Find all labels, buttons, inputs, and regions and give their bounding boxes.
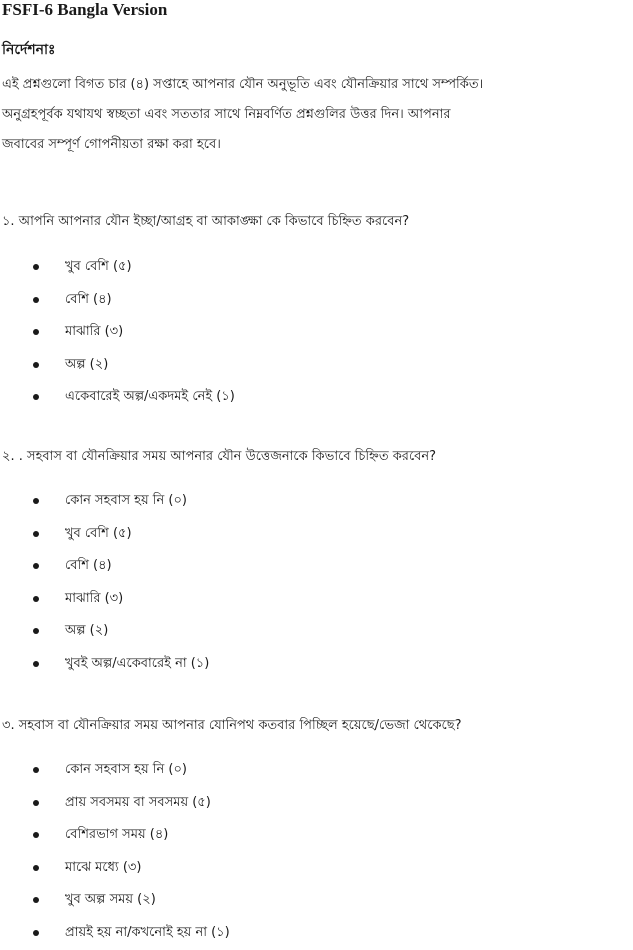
list-item xyxy=(0,754,230,787)
instructions-heading: নির্দেশনাঃ xyxy=(2,42,56,58)
option-label: একেবারেই অল্প/একদমই নেই (১) xyxy=(65,389,235,405)
bullet-icon xyxy=(33,329,39,335)
bullet-icon xyxy=(33,264,39,270)
option-label: খুব বেশি (৫) xyxy=(65,259,132,274)
option-label: খুব বেশি (৫) xyxy=(65,525,132,541)
list-item xyxy=(0,917,230,950)
list-item xyxy=(0,884,230,917)
document-title: FSFI-6 Bangla Version xyxy=(2,0,168,19)
list-item xyxy=(0,583,209,616)
list-item xyxy=(0,852,230,885)
list-item xyxy=(0,518,209,551)
bullet-icon xyxy=(33,897,39,903)
option-label: মাঝারি (৩) xyxy=(65,324,124,340)
option-label: খুব অল্প সময় (২) xyxy=(65,892,156,908)
intro-line: জবাবের সম্পূর্ণ গোপনীয়তা রক্ষা করা হবে। xyxy=(2,137,221,152)
list-item xyxy=(0,648,209,681)
option-label: কোন সহবাস হয় নি (০) xyxy=(65,762,188,777)
question-1-text: ১. আপনি আপনার যৌন ইচ্ছা/আগ্রহ বা আকাঙ্ক্ষা কে কিভাবে চিহ্নিত করবেন? xyxy=(2,214,410,229)
option-label: কোন সহবাস হয় নি (০) xyxy=(65,493,188,508)
question-1-options xyxy=(0,251,235,414)
bullet-icon xyxy=(33,628,39,634)
list-item xyxy=(0,819,230,852)
option-label: প্রায় সবসময় বা সবসময় (৫) xyxy=(65,794,211,810)
list-item xyxy=(0,284,235,317)
bullet-icon xyxy=(33,661,39,667)
list-item xyxy=(0,485,209,518)
list-item xyxy=(0,349,235,382)
list-item xyxy=(0,550,209,583)
option-label: বেশিরভাগ সময় (৪) xyxy=(65,827,169,843)
intro-line: এই প্রশ্নগুলো বিগত চার (৪) সপ্তাহে আপনার যৌন অনুভূতি এবং যৌনক্রিয়ার সাথে সম্পর্কিত। xyxy=(2,77,484,92)
list-item xyxy=(0,316,235,349)
bullet-icon xyxy=(33,596,39,602)
bullet-icon xyxy=(33,297,39,303)
intro-paragraph xyxy=(2,70,632,160)
option-label: বেশি (৪) xyxy=(65,291,112,307)
list-item xyxy=(0,787,230,820)
option-label: অল্প (২) xyxy=(65,623,109,639)
list-item xyxy=(0,251,235,284)
bullet-icon xyxy=(33,531,39,537)
option-label: প্রায়ই হয় না/কখনোই হয় না (১) xyxy=(65,924,230,940)
intro-line: অনুগ্রহপূর্বক যথাযথ স্বচ্ছতা এবং সততার সাথে নিম্নবর্ণিত প্রশ্নগুলির উত্তর দিন। আপনার xyxy=(2,107,451,122)
bullet-icon xyxy=(33,498,39,504)
option-label: মাঝে মধ্যে (৩) xyxy=(65,859,142,875)
bullet-icon xyxy=(33,800,39,806)
option-label: অল্প (২) xyxy=(65,356,109,372)
option-label: খুবই অল্প/একেবারেই না (১) xyxy=(65,655,210,671)
bullet-icon xyxy=(33,865,39,871)
bullet-icon xyxy=(33,930,39,936)
question-3-text: ৩. সহবাস বা যৌনক্রিয়ার সময় আপনার যোনিপথ কতবার পিচ্ছিল হয়েছে/ভেজা থেকেছে? xyxy=(2,718,462,733)
question-2-text: ২. . সহবাস বা যৌনক্রিয়ার সময় আপনার যৌন উত্তেজনাকে কিভাবে চিহ্নিত করবেন? xyxy=(2,449,437,464)
question-2-options xyxy=(0,485,209,681)
bullet-icon xyxy=(33,832,39,838)
option-label: মাঝারি (৩) xyxy=(65,590,124,606)
option-label: বেশি (৪) xyxy=(65,558,112,574)
question-3-options xyxy=(0,754,230,950)
bullet-icon xyxy=(33,394,39,400)
list-item xyxy=(0,615,209,648)
bullet-icon xyxy=(33,563,39,569)
bullet-icon xyxy=(33,767,39,773)
bullet-icon xyxy=(33,362,39,368)
list-item xyxy=(0,381,235,414)
